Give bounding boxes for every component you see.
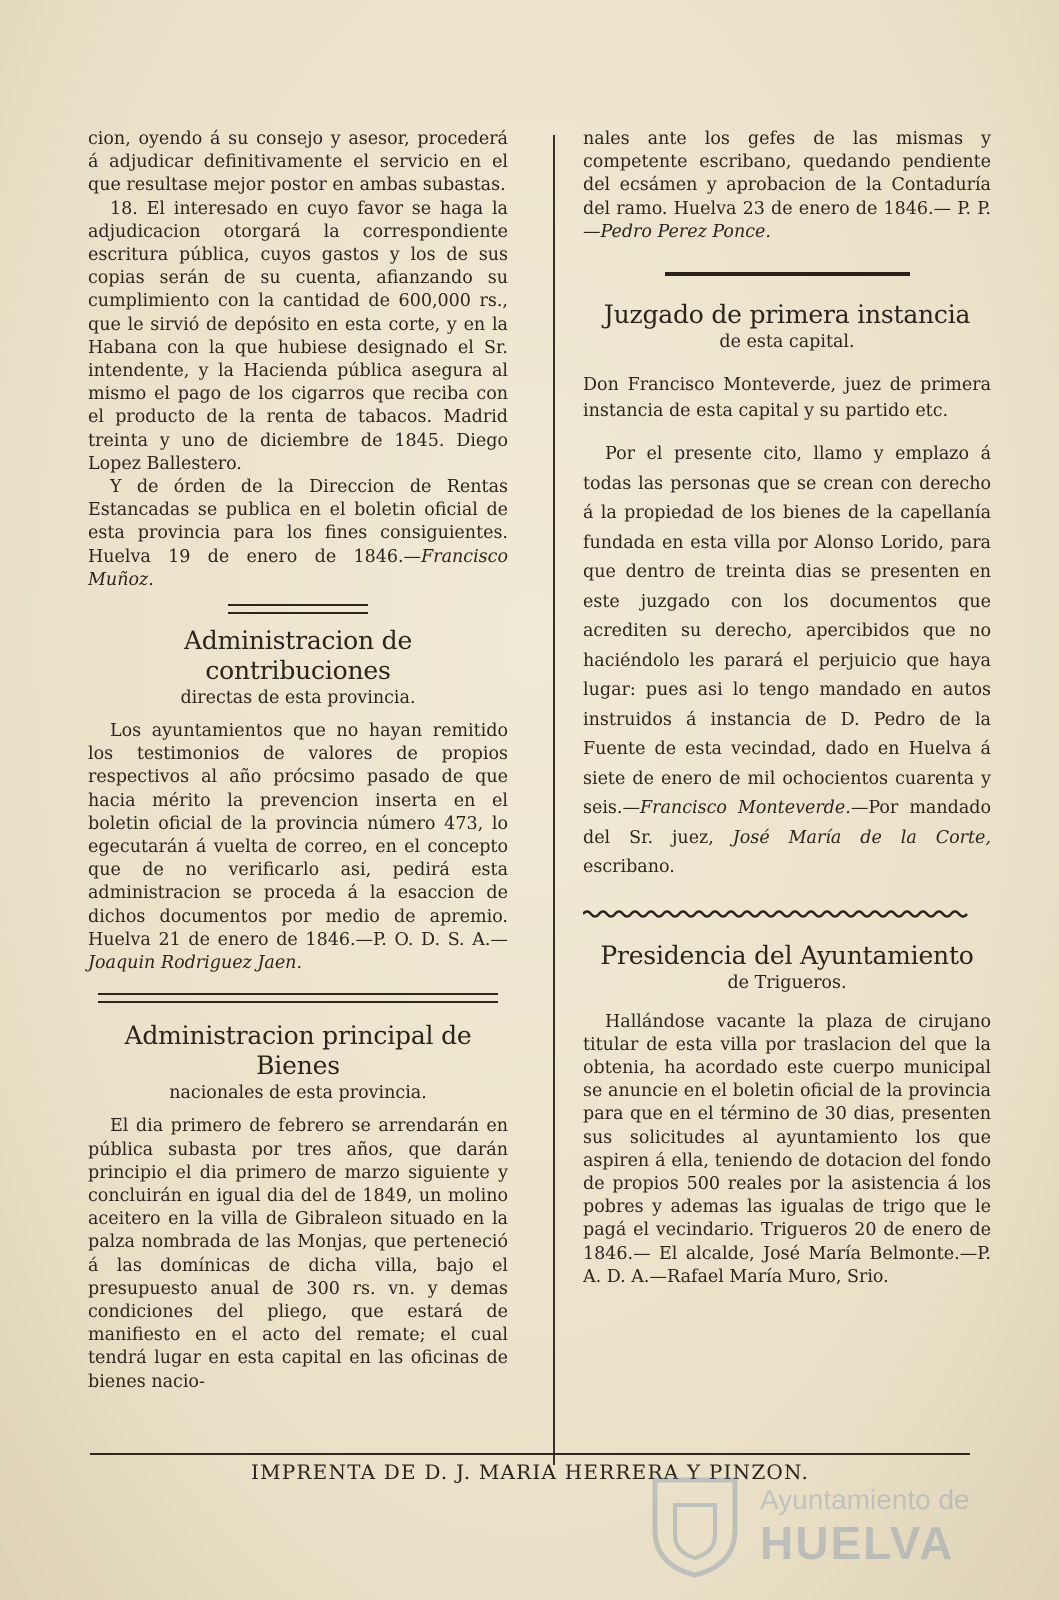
section-subtitle-bienes: nacionales de esta provincia. <box>169 1083 427 1104</box>
paragraph-juzgado-body <box>583 440 991 883</box>
paragraph-article-18: 18. El interesado en cuyo favor se haga la adjudicacion otorgará la correspondiente escritura pública, cuyos gastos y los de sus copias serán de su cuenta, afianzando su cumplimiento con la cantidad de 600,000 rs., que le sirvió de depósito en esta corte, y en la Habana con la que hubiese designado el Sr. intendente, y la Hacienda pública asegura al mismo el pago de los cigarros que reciba con el producto de la renta de tabacos. Madrid treinta y uno de diciembre de 1845. Diego Lopez Ballestero. <box>88 198 508 474</box>
paragraph-contribuciones <box>88 720 508 975</box>
paragraph-publication-notice <box>88 476 508 592</box>
paragraph-presidencia: Hallándose vacante la plaza de cirujano titular de esta villa por traslacion del que la obtenia, ha acordado este cuerpo municipal se anuncie en el boletin oficial de la provincia para que en el término de 30 dias, presenten sus solicitudes al ayuntamiento los que aspiren á ella, teniendo de dotacion del fondo de propios 500 reales por la asistencia á los pobres y ademas las igualas de trigo que le pagá el vecindario. Trigueros 20 de enero de 1846.— El alcalde, José María Belmonte.—P. A. D. A.—Rafael María Muro, Srio. <box>583 1011 991 1287</box>
section-subtitle-presidencia: de Trigueros. <box>727 972 847 993</box>
continuation-text: nales ante los gefes de las mismas y competente escribano, quedando pendiente del ecsámen y aprobacion de la Contaduría del ramo. Huelva 23 de enero de 1846.— P. P.— <box>583 129 991 242</box>
right-column <box>583 128 991 1289</box>
section-title-juzgado: Juzgado de primera instancia <box>603 300 971 330</box>
signature-joaquin-rodriguez: Joaquin Rodriguez Jaen. <box>88 953 303 974</box>
section-divider-thick <box>665 272 910 276</box>
paragraph-juzgado-intro: Don Francisco Monteverde, juez de primera instancia de esta capital y su partido etc. <box>583 375 991 422</box>
section-title-presidencia: Presidencia del Ayuntamiento <box>600 940 974 970</box>
section-divider-double-wide <box>98 993 498 1003</box>
section-divider-double <box>228 604 368 614</box>
printer-imprint: IMPRENTA DE D. J. MARIA HERRERA Y PINZON. <box>90 1453 970 1491</box>
watermark-logo <box>640 1470 970 1580</box>
juzgado-text: Por el presente cito, llamo y emplazo á todas las personas que se crean con derecho á la propiedad de los bienes de la capellanía fundada en esta villa por Alonso Lorido, para que dentro de treinta dias se presenten en este juzgado con los documentos que acrediten su derecho, apercibidos que no haciéndolo les parará el perjuicio que haya lugar: pues asi lo tengo mandado en autos instruidos á instancia de D. Pedro de la Fuente de esta vecindad, dado en Huelva á siete de enero de mil ochocientos cuarenta y seis.— <box>583 444 991 819</box>
signature-francisco-munoz: Francisco Muñoz. <box>88 546 508 590</box>
paragraph-bienes: El dia primero de febrero se arrendarán en pública subasta por tres años, que darán principio el dia primero de marzo siguiente y concluirán en igual dia del de 1849, un molino aceitero en la villa de Gibraleon situado en la palza nombrada de las Monjas, que perteneció á las domínicas de dicha villa, bajo el presupuesto anual de 300 rs. vn. y demas condiciones del pliego, que estará de manifiesto en el acto del remate; el cual tendrá lugar en esta capital en las oficinas de bienes nacio- <box>88 1116 508 1392</box>
signature-jose-maria-corte: José María de la Corte, <box>732 827 991 848</box>
section-title-bienes: Administracion principal de Bienes <box>124 1021 472 1081</box>
notice-text: Y de órden de la Direccion de Rentas Estancadas se publica en el boletin oficial de esta provincia para los fines consiguientes. Huelva 19 de enero de 1846.— <box>88 477 508 567</box>
section-divider-wavy <box>583 909 973 919</box>
contribuciones-text: Los ayuntamientos que no hayan remitido los testimonios de valores de propios respectivos al año prócsimo pasado de que hacia mérito la prevencion inserta en el boletin oficial de la provincia número 473, lo egecutarán á vuelta de correo, en el concepto que de no verificarlo asi, pedirá esta administracion se proceda á la esaccion de dichos documentos por medio de apremio. Huelva 21 de enero de 1846.—P. O. D. S. A.— <box>88 721 508 950</box>
shield-icon <box>640 1470 750 1580</box>
juzgado-end: escribano. <box>583 857 675 878</box>
section-title-contribuciones: Administracion de contribuciones <box>183 626 413 686</box>
watermark-line1: Ayuntamiento de <box>760 1484 970 1515</box>
left-column <box>88 128 508 1394</box>
juzgado-mandate: —Por mandado del Sr. juez, <box>583 798 991 848</box>
column-divider <box>553 135 555 1465</box>
paragraph-continuation-right <box>583 128 991 244</box>
watermark-line2: HUELVA <box>760 1517 955 1569</box>
signature-francisco-monteverde: Francisco Monteverde. <box>639 798 851 819</box>
section-subtitle-contribuciones: directas de esta provincia. <box>180 688 416 709</box>
signature-pedro-perez: Pedro Perez Ponce. <box>600 221 771 242</box>
section-subtitle-juzgado: de esta capital. <box>719 332 855 353</box>
paragraph-continuation: cion, oyendo á su consejo y asesor, procederá á adjudicar definitivamente el servicio en el que resultase mejor postor en ambas subastas. <box>88 129 508 196</box>
